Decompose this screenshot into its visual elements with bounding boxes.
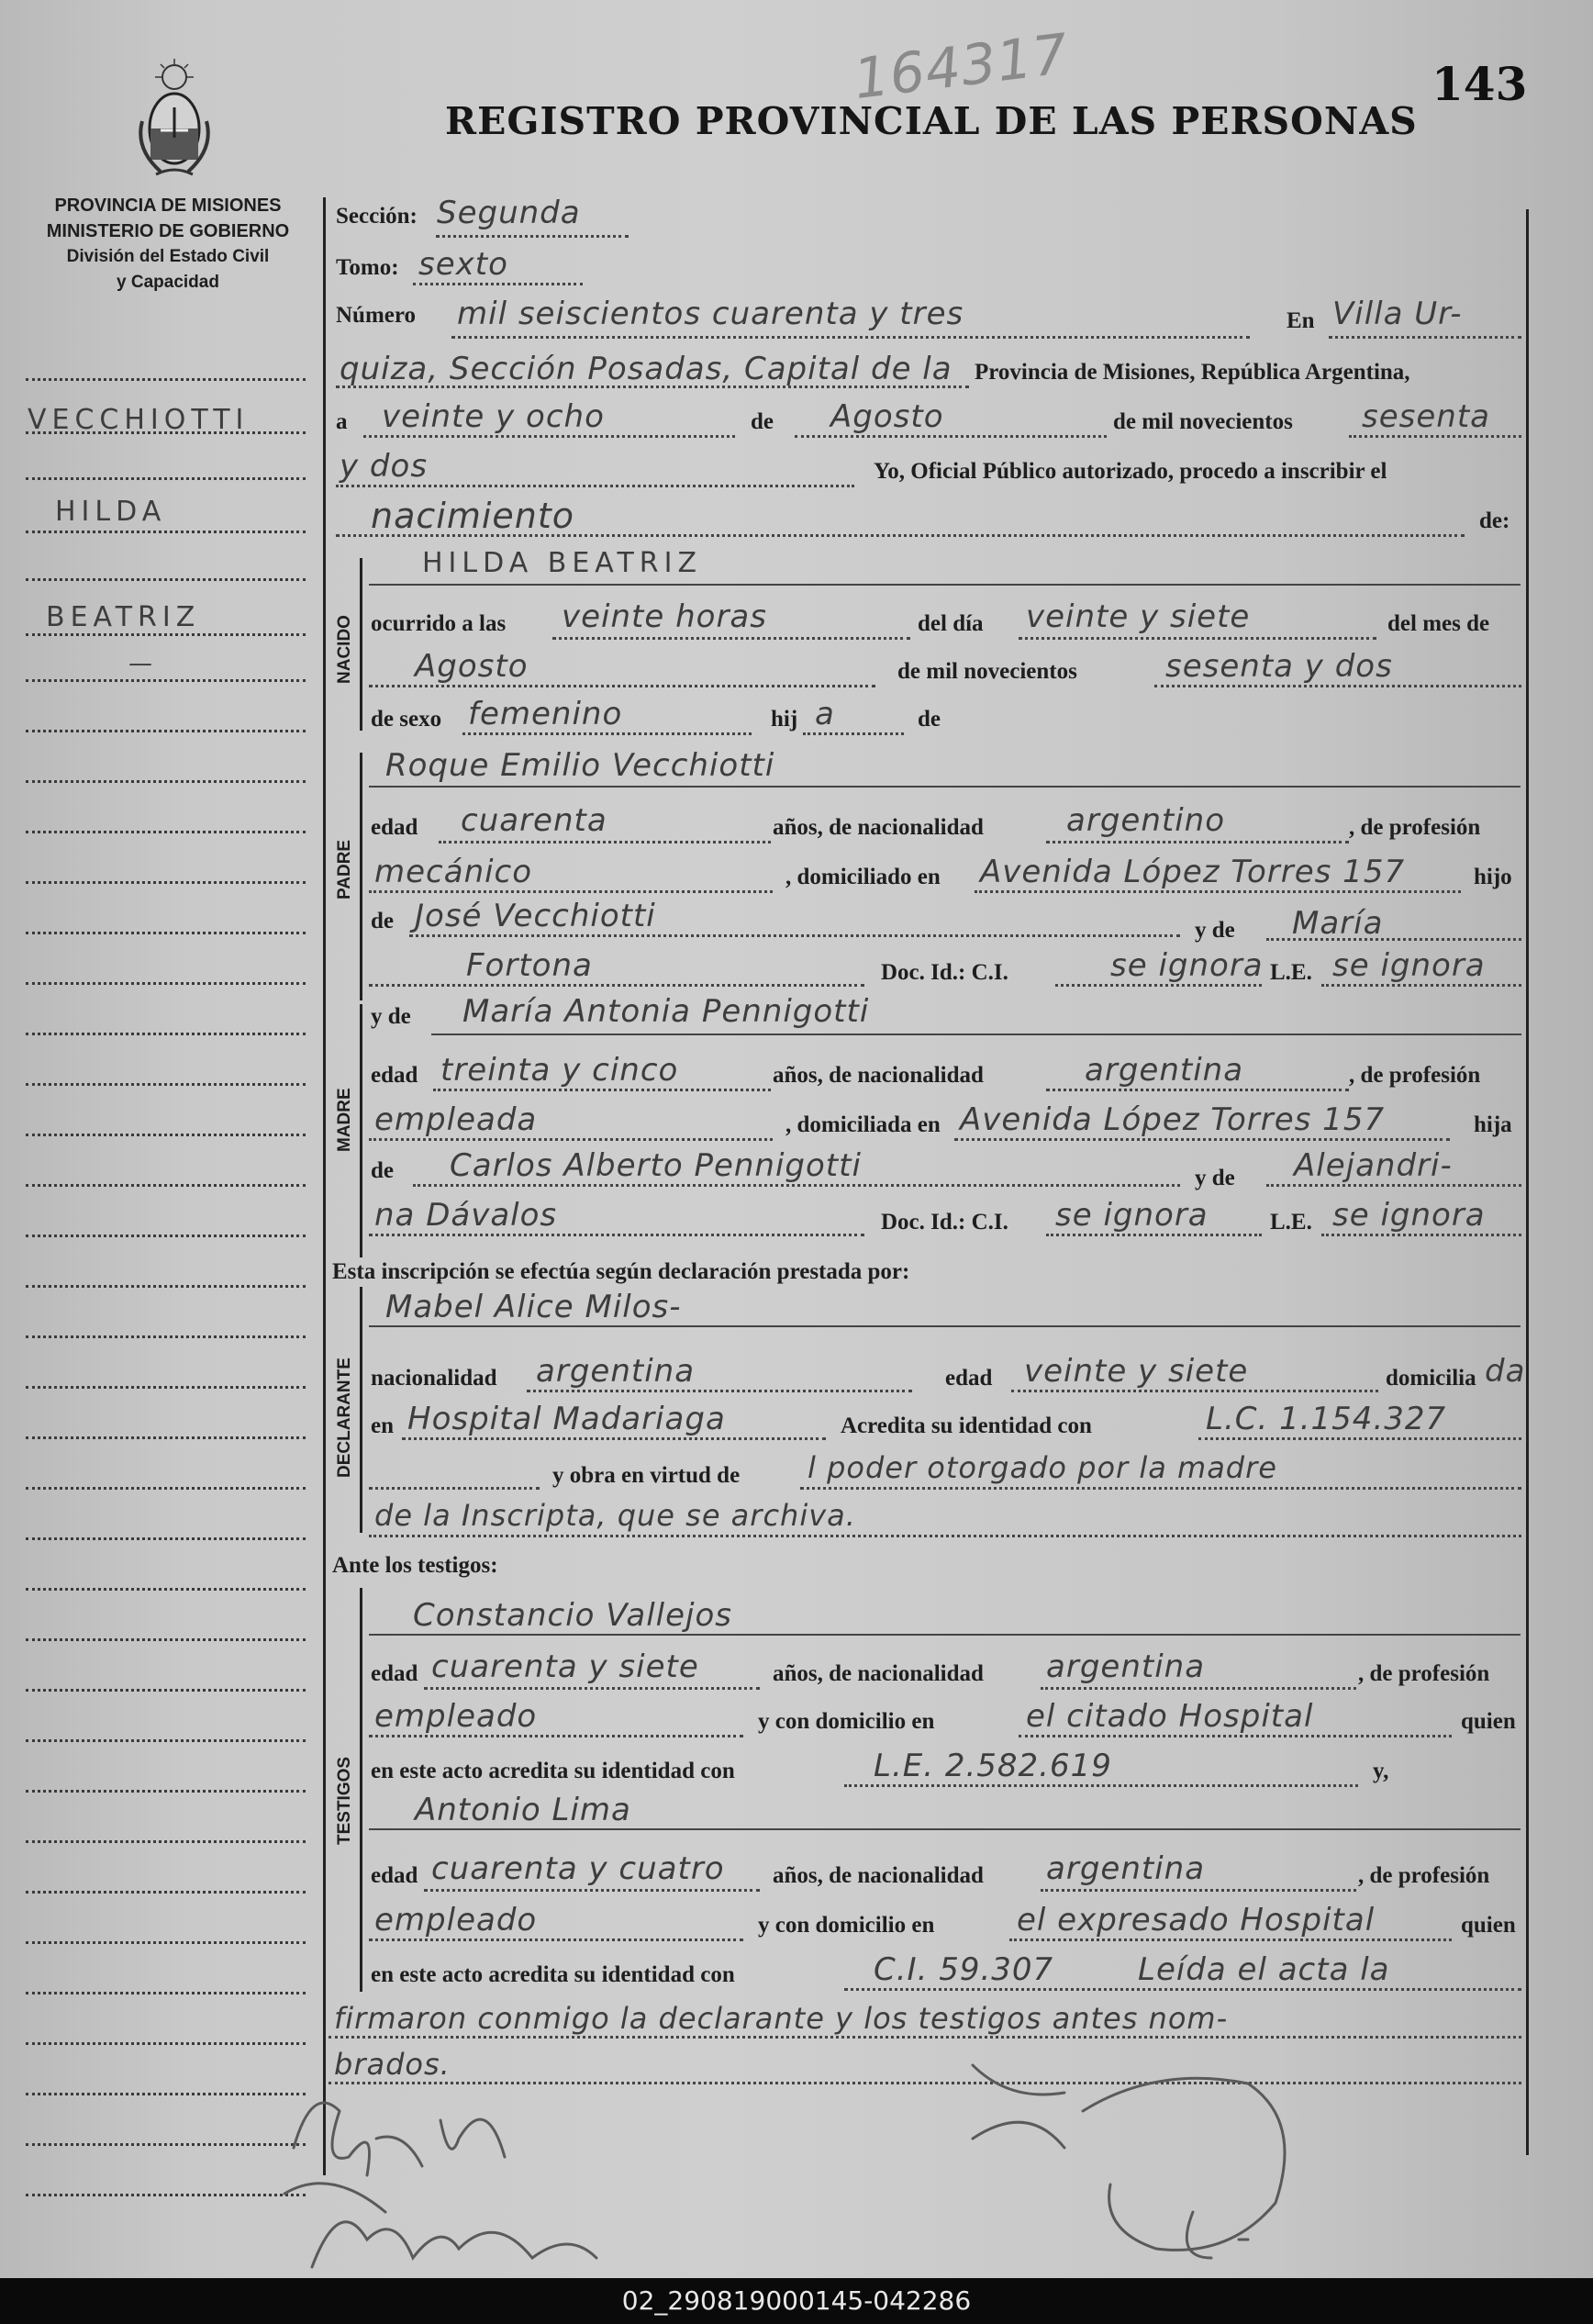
madre-mother-value-1: Alejandri- xyxy=(1294,1147,1453,1184)
padre-dom-value: Avenida López Torres 157 xyxy=(980,854,1406,890)
margin-note-second-name: BEATRIZ xyxy=(46,601,201,633)
nacido-year-value: sesenta y dos xyxy=(1165,648,1393,685)
main-right-rule xyxy=(1526,209,1529,2155)
testigo1-edad: cuarenta y siete xyxy=(431,1648,699,1685)
sexo-label: de sexo xyxy=(371,707,442,732)
madre-mother-value-2: na Dávalos xyxy=(374,1197,558,1234)
closing-text-3: brados. xyxy=(334,2047,451,2082)
a-label: a xyxy=(336,409,348,434)
testigo1-dom: el citado Hospital xyxy=(1026,1698,1314,1735)
testigo2-name: Antonio Lima xyxy=(415,1792,631,1828)
hijo-suffix: a xyxy=(815,696,835,732)
testigo1-prof-label: , de profesión xyxy=(1358,1661,1490,1686)
padre-edad-label: edad xyxy=(371,815,418,840)
declarante-name: Mabel Alice Milos- xyxy=(385,1289,682,1325)
testigo2-dom-label: y con domicilio en xyxy=(758,1913,935,1938)
del-dia-label: del día xyxy=(918,611,984,636)
main-left-rule xyxy=(323,197,326,2175)
madre-le-label: L.E. xyxy=(1270,1210,1312,1235)
hijo-label: hij xyxy=(771,707,798,732)
de-colon: de: xyxy=(1479,508,1510,533)
padre-prof-value: mecánico xyxy=(374,854,533,890)
padre-dom-label: , domiciliado en xyxy=(785,865,941,889)
testigo1-acr-label: en este acto acredita su identidad con xyxy=(371,1759,735,1783)
declarante-label: DECLARANTE xyxy=(335,1358,354,1478)
page-number: 143 xyxy=(1431,57,1528,111)
padre-le-value: se ignora xyxy=(1332,947,1486,984)
declarante-dom-label: domicilia xyxy=(1386,1366,1476,1391)
hour-value: veinte horas xyxy=(562,598,767,635)
nacido-de-label: de xyxy=(918,707,941,732)
padre-ci-value: se ignora xyxy=(1110,947,1264,984)
madre-edad-value: treinta y cinco xyxy=(440,1052,679,1089)
testigo2-prof-label: , de profesión xyxy=(1358,1863,1490,1888)
declarante-nat-label: nacionalidad xyxy=(371,1366,497,1391)
witness-signature xyxy=(1083,2078,1285,2250)
testigo2-dom: el expresado Hospital xyxy=(1017,1902,1376,1939)
padre-name: Roque Emilio Vecchiotti xyxy=(385,747,775,784)
madre-hija-label: hija xyxy=(1474,1112,1512,1137)
padre-le-label: L.E. xyxy=(1270,960,1312,985)
declarante-acredita-value: L.C. 1.154.327 xyxy=(1206,1401,1447,1437)
province-text: Provincia de Misiones, República Argentina, xyxy=(975,360,1410,385)
madre-y-de-label-2: y de xyxy=(1195,1166,1235,1190)
office-line4: y Capacidad xyxy=(117,273,219,292)
year-prefix: de mil novecientos xyxy=(1113,409,1293,434)
testigo1-nat: argentina xyxy=(1046,1648,1206,1685)
padre-label: PADRE xyxy=(335,839,354,899)
page-title: REGISTRO PROVINCIAL DE LAS PERSONAS xyxy=(445,99,1418,143)
padre-edad-value: cuarenta xyxy=(461,802,607,839)
declarante-dom-value: da xyxy=(1485,1353,1526,1390)
padre-father-value: José Vecchiotti xyxy=(415,898,656,934)
madre-prof-label: , de profesión xyxy=(1349,1063,1481,1088)
nacido-month-value: Agosto xyxy=(415,648,529,685)
declarante-nat-value: argentina xyxy=(536,1353,696,1390)
testigos-label: TESTIGOS xyxy=(335,1756,354,1845)
signatures-area xyxy=(275,2028,1560,2276)
madre-ci-value: se ignora xyxy=(1055,1197,1209,1234)
padre-nat-value: argentino xyxy=(1066,802,1225,839)
padre-mother-value-2: Fortona xyxy=(466,947,593,984)
month-value: Agosto xyxy=(830,398,944,435)
testigo1-acr: L.E. 2.582.619 xyxy=(874,1748,1112,1784)
margin-note-first-name: HILDA xyxy=(55,496,167,528)
handwritten-number: 164317 xyxy=(850,21,1073,113)
declarante-rule xyxy=(360,1287,362,1533)
madre-de-label: de xyxy=(371,1158,394,1183)
madre-nat-value: argentina xyxy=(1085,1052,1244,1089)
nacido-day-value: veinte y siete xyxy=(1026,598,1251,635)
nacido-label: NACIDO xyxy=(335,615,354,684)
madre-dom-label: , domiciliada en xyxy=(785,1112,941,1137)
testigo1-y: y, xyxy=(1373,1759,1389,1783)
declarante-en-value: Hospital Madariaga xyxy=(407,1401,726,1437)
closing-text-2: firmaron conmigo la declarante y los testigos antes nom- xyxy=(334,2001,1229,2036)
madre-le-value: se ignora xyxy=(1332,1197,1486,1234)
declarante-virtud-value: l poder otorgado por la madre xyxy=(808,1450,1277,1485)
madre-label: MADRE xyxy=(335,1088,354,1152)
declarante-signature xyxy=(294,2103,505,2175)
testigo2-acr: C.I. 59.307 xyxy=(874,1951,1054,1988)
testigos-rule xyxy=(360,1588,362,1992)
day-value: veinte y ocho xyxy=(382,398,605,435)
testigo2-acr-label: en este acto acredita su identidad con xyxy=(371,1962,735,1987)
testigo1-name: Constancio Vallejos xyxy=(413,1597,732,1634)
padre-y-de-label: y de xyxy=(1195,918,1235,943)
madre-name: María Antonia Pennigotti xyxy=(462,993,870,1030)
numero-label: Número xyxy=(336,303,417,328)
madre-edad-label: edad xyxy=(371,1063,418,1088)
seccion-label: Sección: xyxy=(336,204,418,229)
padre-prof-label: , de profesión xyxy=(1349,815,1481,840)
testigo2-edad-label: edad xyxy=(371,1863,418,1888)
event-value: nacimiento xyxy=(371,496,575,536)
declarante-virtud-label: y obra en virtud de xyxy=(552,1463,741,1488)
sexo-value: femenino xyxy=(468,696,623,732)
madre-father-value: Carlos Alberto Pennigotti xyxy=(450,1147,862,1184)
declarante-en-label: en xyxy=(371,1413,394,1438)
testigo2-quien: quien xyxy=(1461,1913,1516,1938)
seccion-value: Segunda xyxy=(437,195,581,231)
tomo-label: Tomo: xyxy=(336,255,399,280)
madre-rule xyxy=(360,1004,362,1257)
office-block xyxy=(26,193,310,296)
padre-mother-value-1: María xyxy=(1292,905,1384,942)
padre-hijo-label: hijo xyxy=(1474,865,1512,889)
testigo1-dom-label: y con domicilio en xyxy=(758,1709,935,1734)
en-label: En xyxy=(1287,308,1315,333)
year-value-2: y dos xyxy=(340,448,429,485)
padre-doc-label: Doc. Id.: C.I. xyxy=(881,960,1008,985)
testigo1-edad-label: edad xyxy=(371,1661,418,1686)
testigos-intro: Ante los testigos: xyxy=(332,1553,498,1578)
madre-nat-label: años, de nacionalidad xyxy=(773,1063,984,1088)
testigo2-prof: empleado xyxy=(374,1902,538,1939)
testigo1-prof: empleado xyxy=(374,1698,538,1735)
madre-doc-label: Doc. Id.: C.I. xyxy=(881,1210,1008,1235)
tomo-value: sexto xyxy=(418,246,508,283)
de-label: de xyxy=(751,409,774,434)
nacido-name: HILDA BEATRIZ xyxy=(422,547,703,579)
padre-de-label: de xyxy=(371,909,394,933)
office-line2: MINISTERIO DE GOBIERNO xyxy=(46,221,290,241)
margin-note-surname: VECCHIOTTI xyxy=(28,404,250,436)
declarante-virtud-value-2: de la Inscripta, que se archiva. xyxy=(374,1498,856,1533)
declarante-intro: Esta inscripción se efectúa según declaración prestada por: xyxy=(332,1259,910,1284)
nacido-rule xyxy=(360,558,362,731)
testigo2-edad: cuarenta y cuatro xyxy=(431,1850,725,1887)
testigo1-quien: quien xyxy=(1461,1709,1516,1734)
closing-text-1: Leída el acta la xyxy=(1138,1951,1390,1988)
padre-rule xyxy=(360,753,362,1000)
en-value: Villa Ur- xyxy=(1332,296,1463,332)
declarante-edad-label: edad xyxy=(945,1366,993,1391)
margin-note-dash: — xyxy=(128,650,153,677)
place-value: quiza, Sección Posadas, Capital de la xyxy=(340,351,952,387)
numero-value: mil seiscientos cuarenta y tres xyxy=(457,296,964,332)
testigo2-nat-label: años, de nacionalidad xyxy=(773,1863,984,1888)
argentina-coat-of-arms-icon xyxy=(133,57,216,181)
declarante-acredita-label: Acredita su identidad con xyxy=(841,1413,1092,1438)
officer-text: Yo, Oficial Público autorizado, procedo a inscribir el xyxy=(874,459,1387,484)
madre-y-de-label: y de xyxy=(371,1004,411,1029)
testigo2-nat: argentina xyxy=(1046,1850,1206,1887)
footer-caption: 02_290819000145-042286 xyxy=(0,2278,1593,2324)
office-line1: PROVINCIA DE MISIONES xyxy=(54,196,282,216)
office-line3: División del Estado Civil xyxy=(66,247,270,266)
testigo1-nat-label: años, de nacionalidad xyxy=(773,1661,984,1686)
madre-prof-value: empleada xyxy=(374,1101,538,1138)
madre-dom-value: Avenida López Torres 157 xyxy=(960,1101,1386,1138)
declarante-edad-value: veinte y siete xyxy=(1024,1353,1249,1390)
padre-nat-label: años, de nacionalidad xyxy=(773,815,984,840)
del-mes-label: del mes de xyxy=(1387,611,1490,636)
ocurrido-label: ocurrido a las xyxy=(371,611,507,636)
year-value-1: sesenta xyxy=(1362,398,1490,435)
nacido-year-prefix: de mil novecientos xyxy=(897,659,1077,684)
